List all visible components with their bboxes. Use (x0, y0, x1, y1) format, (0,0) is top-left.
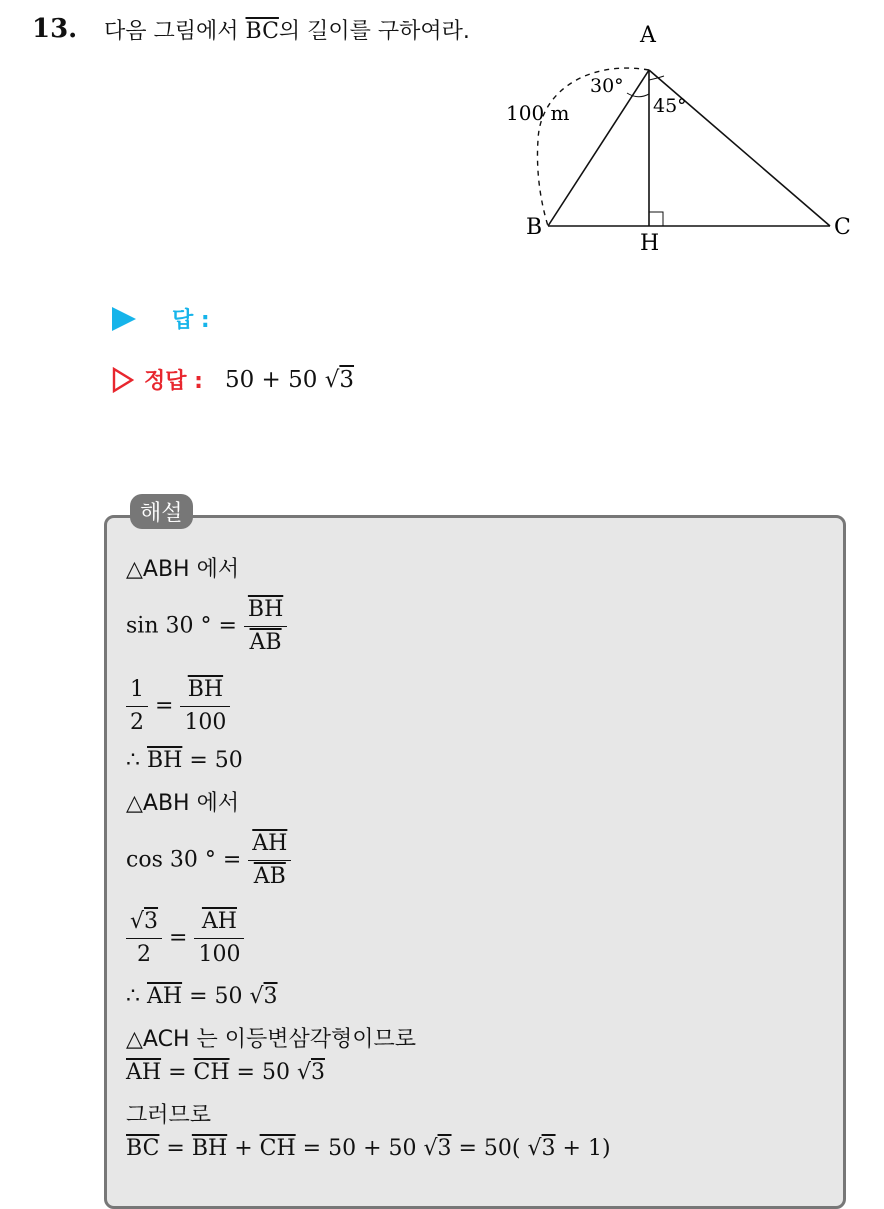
angle-30-arc (627, 93, 649, 97)
side-ac (649, 70, 830, 226)
label-angle-45: 45° (653, 95, 687, 117)
correct-label: 정답 : (144, 369, 203, 394)
sol-line-7-rnum: $\overline{AH}$ (194, 906, 244, 939)
sol-line-12-mid: = 50 + 50 (295, 1136, 424, 1161)
label-angle-30: 30° (590, 75, 624, 97)
sol-line-7 (126, 906, 244, 971)
sol-line-11 (126, 1098, 211, 1129)
label-b: B (526, 215, 543, 240)
sol-line-2 (126, 594, 287, 659)
sol-line-7-lfrac (126, 906, 162, 971)
sol-line-3-lfrac (126, 674, 148, 739)
sol-line-8-pre: ∴ (126, 984, 147, 1009)
sol-line-4 (126, 748, 243, 773)
correct-value: 50 + 50 √3 (224, 366, 355, 393)
sol-line-12-end-post: + 1) (555, 1136, 611, 1161)
question-number: 13. (32, 14, 78, 44)
question-text-after: 의 길이를 구하여라. (278, 19, 470, 44)
answer-triangle-icon (112, 307, 136, 331)
segment-bc: $\overline{BC}$ (245, 19, 279, 44)
sol-line-8-rad: 3 (263, 984, 278, 1009)
correct-radicand: 3 (339, 366, 355, 393)
sol-line-2-frac (244, 594, 287, 659)
label-h: H (640, 231, 660, 256)
sol-line-4-post: = 50 (182, 748, 243, 773)
sol-line-12-rad: 3 (437, 1136, 452, 1161)
answer-row (112, 303, 210, 334)
answer-label: 답 : (172, 308, 210, 333)
sol-line-4-seg: $\overline{BH}$ (147, 748, 183, 773)
sol-line-12-b: $\overline{BH}$ (191, 1136, 228, 1161)
label-a: A (640, 23, 656, 48)
sol-line-8-post: = 50 (182, 984, 250, 1009)
sol-line-3-lnum: 1 (126, 674, 148, 707)
sol-line-3-lden: 2 (130, 710, 144, 735)
sol-line-7-lden: 2 (137, 942, 152, 967)
sol-line-8-seg: $\overline{AH}$ (147, 984, 183, 1009)
sol-line-10-a: $\overline{AH}$ (126, 1060, 162, 1085)
sol-line-6-frac (248, 828, 291, 893)
solution-tag: 해설 (130, 494, 193, 529)
sol-line-12-end-pre: = 50( (451, 1136, 528, 1161)
right-angle-mark (649, 212, 663, 226)
sol-line-7-eq: = (169, 925, 188, 951)
question-text (104, 14, 484, 50)
sol-line-3-rden: 100 (184, 710, 227, 735)
sol-line-6-den: AB (253, 864, 286, 889)
sol-line-4-pre: ∴ (126, 748, 147, 773)
sol-line-7-rden: 100 (198, 942, 241, 967)
sol-line-12: $\overline{BC} = \overline{BH} + \overline{CH} = 50 + 50$ √3 = 50( √3 + 1) (126, 1136, 611, 1161)
sol-line-10-b: $\overline{CH}$ (193, 1060, 230, 1085)
sol-line-9-text: △ACH 는 이등변삼각형이므로 (126, 1027, 416, 1052)
sol-line-2-pre: sin 30 ° = (126, 613, 237, 639)
sol-line-1 (126, 552, 239, 583)
sol-line-3 (126, 674, 230, 739)
label-100m: 100 m (506, 101, 570, 125)
sol-line-7-lnum-rad: 3 (144, 909, 159, 934)
sol-line-11-text: 그러므로 (126, 1103, 212, 1128)
sol-line-5-text: △ABH 에서 (126, 791, 240, 816)
sol-line-3-rfrac (180, 674, 230, 739)
sol-line-3-eq: = (155, 693, 174, 719)
sol-line-10-rad: 3 (310, 1060, 325, 1085)
sol-line-2-num: $\overline{BH}$ (244, 594, 287, 627)
sol-line-2-den: AB (249, 630, 282, 655)
sol-line-6-pre: cos 30 ° = (126, 847, 242, 873)
label-c: C (834, 215, 851, 240)
sol-line-8: ∴ $\overline{AH} = 50$ √3 (126, 984, 278, 1009)
sol-line-1-text: △ABH 에서 (126, 557, 240, 582)
sol-line-6-num: $\overline{AH}$ (248, 828, 291, 861)
sol-line-12-c: $\overline{CH}$ (259, 1136, 296, 1161)
question-text-before: 다음 그림에서 (104, 19, 246, 44)
triangle-figure (500, 20, 860, 260)
correct-value-text: 50 + 50 (224, 366, 318, 393)
sol-line-5 (126, 786, 239, 817)
sol-line-10: $\overline{AH} = \overline{CH} = 50$ √3 (126, 1060, 325, 1085)
sol-line-12-rad-2: 3 (541, 1136, 556, 1161)
sol-line-12-a: $\overline{BC}$ (126, 1136, 160, 1161)
sol-line-7-lnum: √3 (126, 906, 162, 939)
correct-triangle-icon (112, 367, 134, 393)
sol-line-6 (126, 828, 291, 893)
sol-line-7-rfrac (194, 906, 244, 971)
sol-line-3-rnum: $\overline{BH}$ (180, 674, 230, 707)
correct-answer-row (112, 364, 354, 395)
sol-line-10-post: = 50 (229, 1060, 297, 1085)
sol-line-9 (126, 1022, 416, 1053)
